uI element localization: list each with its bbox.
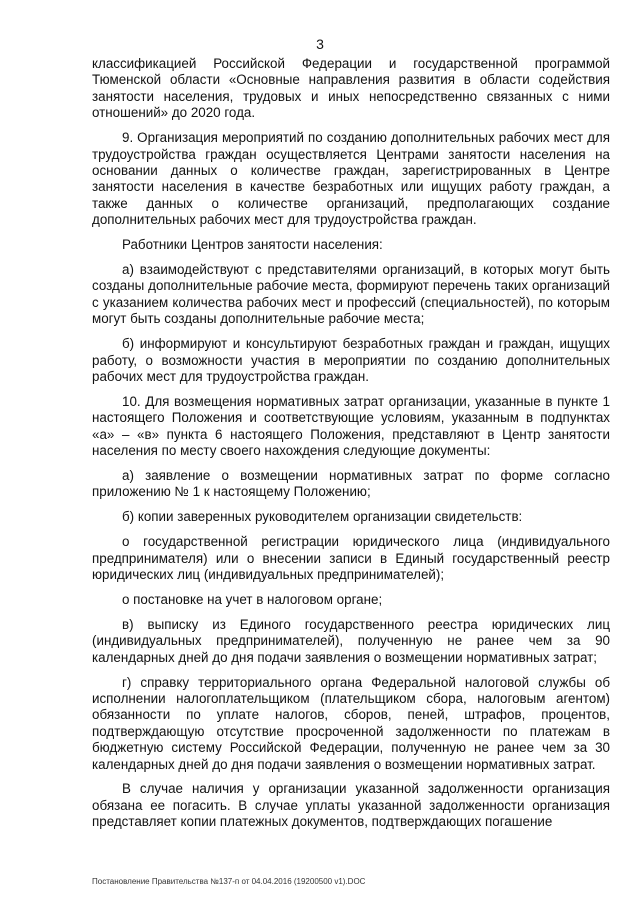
document-footer: Постановление Правительства №137-п от 04.04.2016 (19200500 v1).DOC (92, 877, 366, 886)
paragraph-continuation: классификацией Российской Федерации и государственной программой Тюменской области «Основные направления развития в области содействия занятости населения, трудовых и иных непосредственно связанных с ними отношений» до 2020 года. (92, 56, 610, 121)
document-body (92, 56, 610, 839)
paragraph-center-workers: Работники Центров занятости населения: (122, 237, 383, 253)
paragraph-doc-g: г) справку территориального органа Федеральной налоговой службы об исполнении налогоплательщиком (плательщиком сбора, налоговым агентом) обязанности по уплате налогов, сборов, пеней, штрафов, процентов, подтверждающую отсутствие просроченной задолженности по платежам в бюджетную систему Российской Федерации, полученную не ранее чем за 30 календарных дней до дня подачи заявления о возмещении нормативных затрат. (92, 674, 610, 772)
paragraph-item-10: 10. Для возмещения нормативных затрат организации, указанные в пункте 1 настоящего Положения и соответствующие условиям, указанным в подпунктах «а» – «в» пункта 6 настоящего Положения, представляют в Центр занятости населения по месту своего нахождения следующие документы: (92, 393, 610, 459)
paragraph-doc-b: б) копии заверенных руководителем организации свидетельств: (122, 509, 523, 525)
paragraph-doc-b-tax: о постановке на учет в налоговом органе; (122, 591, 383, 607)
paragraph-item-9: 9. Организация мероприятий по созданию дополнительных рабочих мест для трудоустройства граждан осуществляется Центрами занятости населения на основании данных о количестве граждан, зарегистрированных в Центре занятости населения в качестве безработных или ищущих работу граждан, а также данных о количестве организаций, предполагающих создание дополнительных рабочих мест для трудоустройства граждан. (92, 130, 610, 228)
page-number: 3 (316, 36, 324, 52)
paragraph-doc-v: в) выписку из Единого государственного реестра юридических лиц (индивидуальных предпринимателей), полученную не ранее чем за 90 календарных дней до дня подачи заявления о возмещении нормативных затрат; (92, 616, 610, 665)
paragraph-doc-b-registration: о государственной регистрации юридического лица (индивидуального предпринимателя) или о внесении записи в Единый государственный реестр юридических лиц (индивидуальных предпринимателей); (92, 534, 610, 582)
paragraph-subitem-a: а) взаимодействуют с представителями организаций, в которых могут быть созданы дополнительные рабочие места, формируют перечень таких организаций с указанием количества рабочих мест и профессий (специальностей), по которым могут быть созданы дополнительные рабочие места; (92, 261, 610, 327)
paragraph-debt: В случае наличия у организации указанной задолженности организация обязана ее погасить. В случае уплаты указанной задолженности организация представляет копии платежных документов, подтверждающих погашение (92, 781, 610, 830)
paragraph-doc-a: а) заявление о возмещении нормативных затрат по форме согласно приложению № 1 к настоящему Положению; (92, 467, 610, 500)
paragraph-subitem-b: б) информируют и консультируют безработных граждан и граждан, ищущих работу, о возможности участия в мероприятии по созданию дополнительных рабочих мест для трудоустройства граждан. (92, 336, 610, 384)
